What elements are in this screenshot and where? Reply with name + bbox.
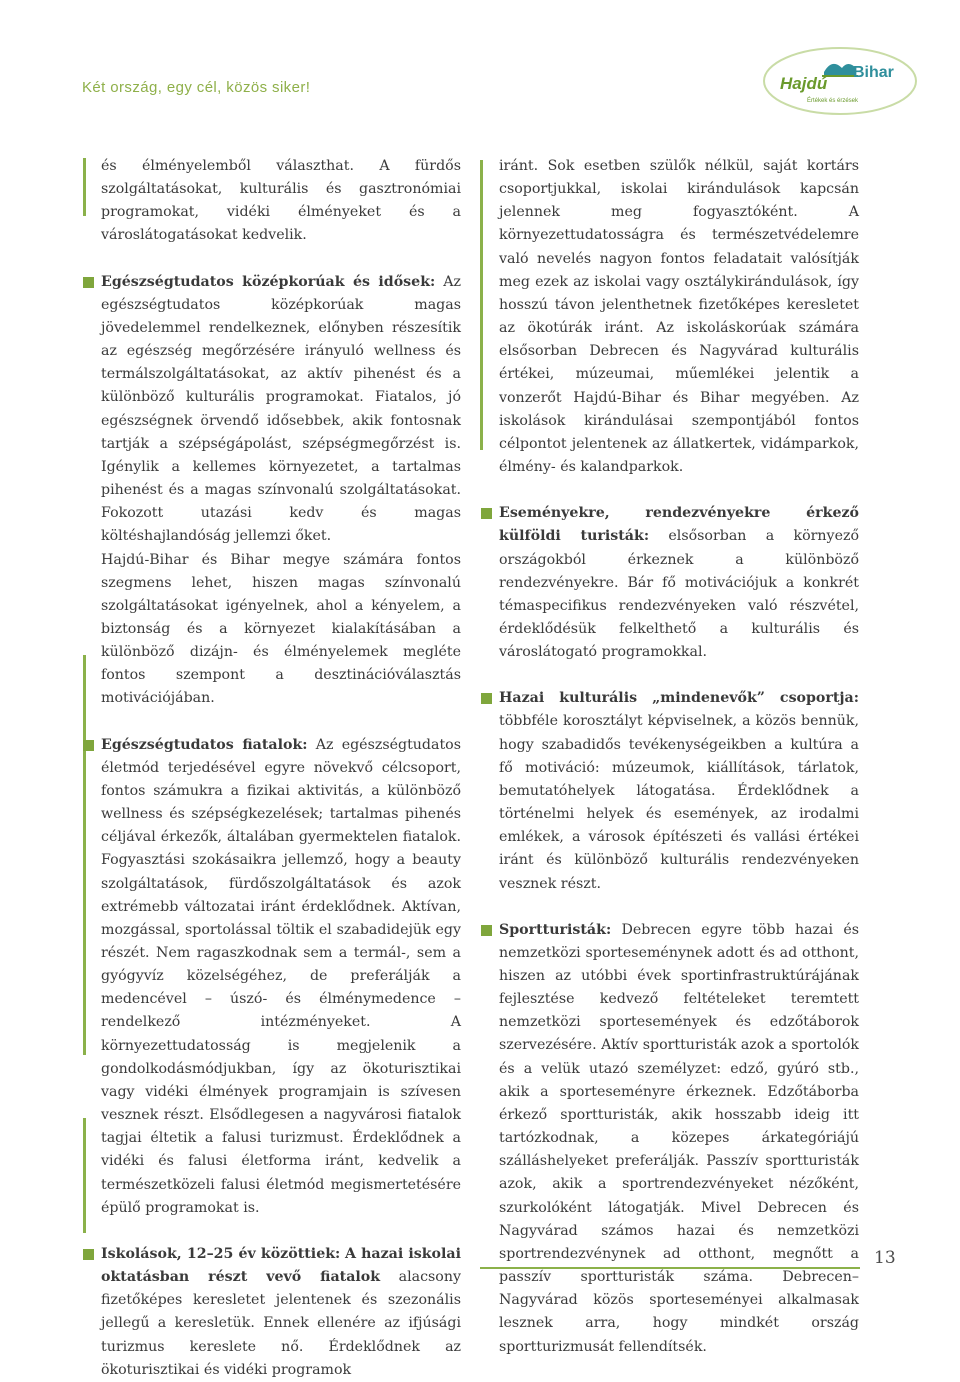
- logo-word-hajdu: Hajdú: [780, 74, 828, 93]
- footer-rule: [480, 1267, 860, 1269]
- bullet-square-icon: [481, 925, 492, 936]
- section-students: [101, 1243, 461, 1382]
- section-title: Iskolások, 12–25 év közöttiek:: [101, 1245, 341, 1262]
- margin-bar-left-3: [83, 1118, 86, 1233]
- bullet-square-icon: [481, 508, 492, 519]
- section-extra: Hajdú-Bihar és Bihar megye számára fontos szegmens lehet, hiszen magas színvonalú szolgáltatásokat igényelnek, ahol a kényelem, a biztonság és a környezet kialakításában a különböző dizájn- és élményelemek megléte fontos szempont a desztinációválasztás motivációjában.: [101, 551, 461, 707]
- margin-bar-right-1: [480, 160, 483, 450]
- section-young: [101, 734, 461, 1220]
- page-number: 13: [874, 1248, 896, 1268]
- hajdu-bihar-logo: [762, 46, 918, 116]
- section-culture-omnivores: [499, 687, 859, 895]
- section-sport-tourists: [499, 919, 859, 1359]
- margin-bar-left-1: [83, 158, 86, 216]
- right-column: [499, 155, 859, 1359]
- right-intro: iránt. Sok esetben szülők nélkül, saját kortárs csoportjukkal, iskolai kirándulások kapcsán jelennek meg fogyasztóként. A környezettudatosságra és természetvédelemre való nevelés nagyon fontos feladatait valósítják meg ezek az iskolai vagy osztálykirándulások, így hosszú távon jelenthetnek fizetőképes keresletet az ökotúrák iránt. Az iskoláskorúak számára elsősorban Debrecen és Nagyvárad kulturális értékei, múzeumai, műemlékei jelentik a vonzerőt Hajdú-Bihar és Bihar megyében. Az iskolások kirándulásai szempontjából fontos célpontot jelentenek az állatkertek, vidámparkok, élmény- és kalandparkok.: [499, 158, 859, 476]
- bullet-square-icon: [83, 1249, 94, 1260]
- bullet-square-icon: [83, 740, 94, 751]
- section-body: Debrecen egyre több hazai és nemzetközi sporteseménynek adott és ad otthont, hiszen az utóbbi évek sportinfrastruktúrájának fejlesztése kedvező feltételeket teremtett nemzetközi sportesemények és edzőtáborok szervezésére. Aktív sportturisták azok a sportolók és a velük utazó személyzet: edző, gyúró stb., akik a sporteseményre érkeznek. Edzőtáborba érkező sportturisták, akik hosszabb ideig itt tartózkodnak, a közepes árkategóriájú szálláshelyeket preferálják. Passzív sportturisták azok, akik a sportrendezvényeket nézőként, szurkolóként látogatják. Mivel Debrecen és Nagyvárad számos hazai és nemzetközi sportrendezvénynek ad otthont, megnőtt a passzív sportturisták száma. Debrecen–Nagyvárad közös sporteseményei alkalmasak lesznek arra, hogy mindkét ország sportturizmusát fellendítsék.: [499, 921, 859, 1355]
- bullet-square-icon: [83, 277, 94, 288]
- section-event-tourists: [499, 502, 859, 664]
- logo-tagline: Értékek és érzések: [807, 98, 859, 104]
- section-body: Az egészségtudatos életmód terjedésével egyre növekvő célcsoport, fontos számukra a fizikai aktivitás, a különböző wellness és szépségkezelések; tartalmas pihenés céljával érkezők, általában gyermektelen fiatalok. Fogyasztási szokásaikra jellemző, hogy a beauty szolgáltatások, fürdőszolgáltatások és azok extrémebb változatai iránt érdeklődnek. Aktívan, mozgással, sportolással töltik el szabadidejük egy részét. Nem ragaszkodnak sem a termál-, sem a gyógyvíz közelségéhez, de preferálják a medencével – úszó- és élménymedence – rendelkező intézményeket. A környezettudatosság is megjelenik a gondolkodásmódjukban, így az ökoturisztikai vagy vidéki élmények programjain is szívesen vesznek részt. Elsődlegesen a nagyvárosi fiatalok tagjai éltetik a falusi turizmust. Érdeklődnek a vidéki és falusi életforma iránt, kedvelik a természetközeli falusi életmód megismertetésére épülő programokat is.: [101, 736, 461, 1216]
- left-intro: és élményelemből választhat. A fürdős szolgáltatásokat, kulturális és gasztronómiai programokat, vidéki élményeket és a városlátogatásokat kedvelik.: [101, 158, 461, 244]
- bullet-square-icon: [481, 693, 492, 704]
- header-slogan: Két ország, egy cél, közös siker!: [82, 79, 311, 96]
- left-column: [101, 155, 461, 1382]
- section-title: Eseményekre, rendezvényekre érkező külföldi turisták:: [499, 505, 859, 545]
- section-body: többféle korosztályt képviselnek, a közös bennük, hogy szabadidős tevékenységeikben a kultúra a fő motiváció: múzeumok, kiállítások, tárlatok, bemutatóhelyek látogatása. Érdeklődnek a történelmi helyek és események, az irodalmi emlékek, a városok építészeti és vallási értékei iránt és különböző kulturális rendezvényeken vesznek részt.: [499, 713, 859, 892]
- section-title-extra: A hazai iskolai oktatásban részt vevő fiatalok: [101, 1245, 461, 1286]
- section-middle-aged: [101, 271, 461, 711]
- section-title: Egészségtudatos fiatalok:: [101, 736, 308, 753]
- logo-word-bihar: Bihar: [853, 64, 894, 81]
- section-body: alacsony fizetőképes keresletet jelentenek és szezonális jellegű a keresletük. Ennek ellenére az ifjúsági turizmus kereslete nő. Érdeklődnek az ökoturisztikai és vidéki programok: [101, 1269, 461, 1378]
- section-title: Egészségtudatos középkorúak és idősek:: [101, 273, 436, 290]
- section-title: Sportturisták:: [499, 921, 612, 938]
- section-title: Hazai kulturális „mindenevők” csoportja:: [499, 690, 859, 707]
- section-body: Az egészségtudatos középkorúak magas jövedelemmel rendelkeznek, előnyben részesítik az egészség megőrzésére irányuló wellness és termálszolgáltatásokat, az aktív pihenést és a különböző kulturális programokat. Fiatalos, jó egészségnek örvendő idősebbek, akik fontosnak tartják a szépségápolást, szépségmegőrzést is. Igénylik a kellemes környezetet, a tartalmas pihenést és a magas színvonalú szolgáltatásokat. Fokozott utazási kedv és magas költéshajlandóság jellemzi őket.: [101, 273, 461, 545]
- section-body: elsősorban a környező országokból érkeznek a különböző rendezvényekre. Bár fő motivációjuk a konkrét témaspecifikus rendezvényeken való részvétel, érdeklődésük felkelthető a kulturális és városlátogató programokkal.: [499, 528, 859, 661]
- margin-bar-left-2: [83, 655, 86, 1055]
